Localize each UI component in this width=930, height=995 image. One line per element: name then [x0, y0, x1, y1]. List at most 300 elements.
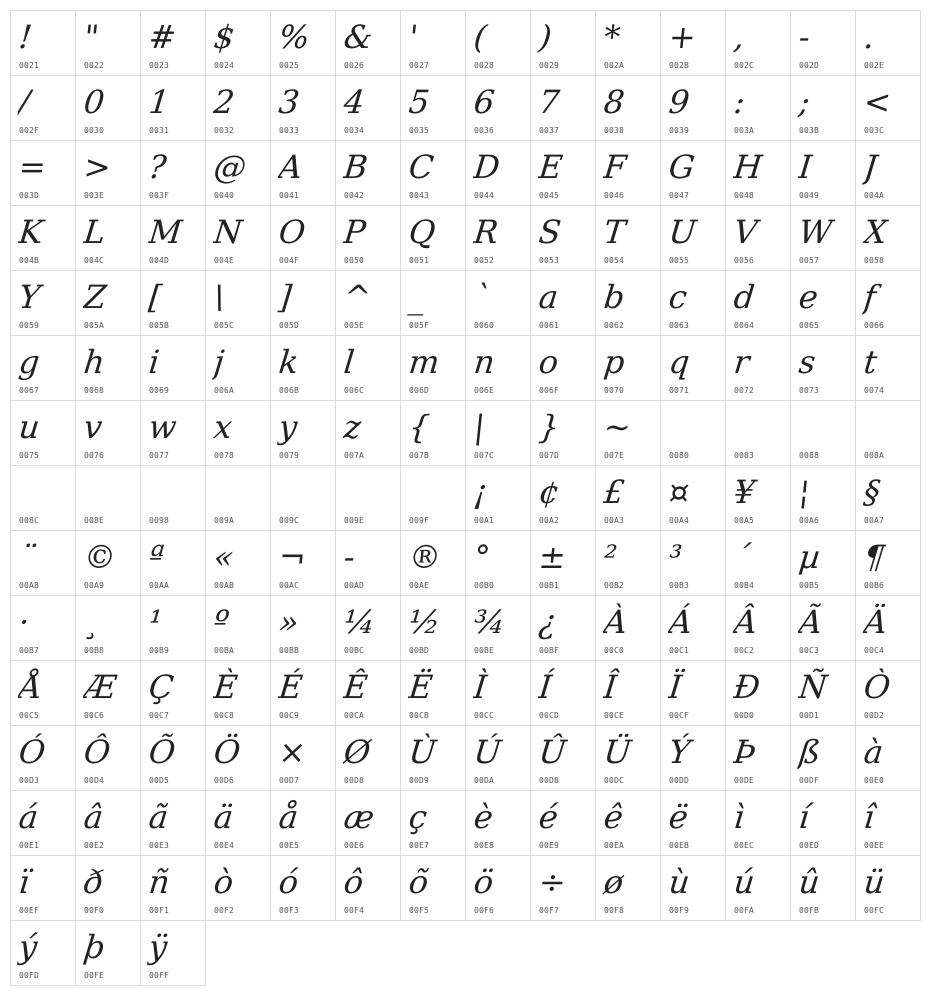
glyph-sample: o: [537, 343, 561, 381]
glyph-code: 0032: [214, 126, 235, 135]
glyph-code: 00C7: [149, 711, 170, 720]
glyph-sample: t: [862, 343, 879, 381]
glyph-cell: [725, 790, 791, 856]
glyph-sample: ø: [602, 863, 626, 901]
glyph-sample: ²: [602, 538, 619, 576]
glyph-code: 00FB: [799, 906, 820, 915]
glyph-code: 00BB: [279, 646, 300, 655]
glyph-code: 0056: [734, 256, 755, 265]
glyph-code: 009F: [409, 516, 430, 525]
glyph-code: 00CD: [539, 711, 560, 720]
glyph-sample: ~: [602, 408, 633, 446]
glyph-cell: [335, 530, 401, 596]
glyph-sample: Â: [732, 603, 760, 641]
glyph-code: 00ED: [799, 841, 820, 850]
glyph-code: 00F0: [84, 906, 105, 915]
glyph-sample: ÿ: [147, 928, 170, 966]
glyph-cell: [465, 10, 531, 76]
glyph-sample: ¦: [797, 473, 812, 511]
glyph-cell: [855, 335, 921, 401]
glyph-cell: [10, 75, 76, 141]
glyph-cell: [400, 530, 466, 596]
glyph-cell: [140, 855, 206, 921]
glyph-sample: c: [667, 278, 689, 316]
glyph-cell: [725, 10, 791, 76]
glyph-sample: »: [277, 603, 301, 641]
glyph-code: 0083: [734, 451, 755, 460]
glyph-sample: 1: [147, 83, 172, 121]
glyph-sample: G: [667, 148, 697, 186]
glyph-cell: [270, 400, 336, 466]
glyph-cell: [660, 75, 726, 141]
glyph-cell: [725, 335, 791, 401]
glyph-sample: ü: [862, 863, 887, 901]
glyph-cell: [270, 270, 336, 336]
glyph-cell: [790, 790, 856, 856]
glyph-grid: [10, 10, 920, 985]
glyph-cell: [595, 465, 661, 531]
glyph-cell: [205, 205, 271, 271]
glyph-sample: x: [212, 408, 235, 446]
glyph-sample: L: [82, 213, 108, 251]
glyph-sample: [342, 470, 401, 514]
glyph-sample: p: [602, 343, 627, 381]
glyph-cell: [10, 10, 76, 76]
glyph-sample: ': [407, 18, 420, 56]
glyph-sample: ¿: [537, 603, 559, 641]
glyph-sample: Z: [82, 278, 109, 316]
glyph-code: 00D4: [84, 776, 105, 785]
glyph-code: 00B0: [474, 581, 495, 590]
glyph-cell: [270, 855, 336, 921]
glyph-cell: [465, 335, 531, 401]
glyph-code: 0076: [84, 451, 105, 460]
glyph-code: 00CC: [474, 711, 495, 720]
glyph-sample: ^: [342, 278, 373, 316]
glyph-code: 002C: [734, 61, 755, 70]
glyph-code: 00DB: [539, 776, 560, 785]
glyph-code: 0079: [279, 451, 300, 460]
glyph-code: 00B4: [734, 581, 755, 590]
glyph-code: 0030: [84, 126, 105, 135]
glyph-sample: [82, 470, 141, 514]
glyph-cell: [790, 140, 856, 206]
glyph-cell: [205, 855, 271, 921]
glyph-code: 00F6: [474, 906, 495, 915]
glyph-cell: [140, 140, 206, 206]
glyph-cell: [790, 270, 856, 336]
glyph-sample: Ø: [342, 733, 373, 771]
glyph-code: 0044: [474, 191, 495, 200]
glyph-sample: Ð: [732, 668, 762, 706]
glyph-code: 0057: [799, 256, 820, 265]
glyph-code: 00A6: [799, 516, 820, 525]
glyph-sample: á: [17, 798, 41, 836]
glyph-sample: Ü: [602, 733, 633, 771]
glyph-cell: [10, 725, 76, 791]
glyph-code: 00D8: [344, 776, 365, 785]
glyph-code: 0047: [669, 191, 690, 200]
glyph-code: 004F: [279, 256, 300, 265]
glyph-cell: [530, 75, 596, 141]
glyph-code: 002F: [19, 126, 40, 135]
glyph-code: 004A: [864, 191, 885, 200]
glyph-sample: u: [17, 408, 42, 446]
glyph-cell: [855, 530, 921, 596]
glyph-code: 0024: [214, 61, 235, 70]
glyph-cell: [660, 595, 726, 661]
glyph-code: 00EB: [669, 841, 690, 850]
glyph-code: 00F8: [604, 906, 625, 915]
glyph-sample: ¥: [732, 473, 757, 511]
glyph-cell: [725, 140, 791, 206]
glyph-sample: 4: [342, 83, 367, 121]
glyph-cell: [465, 75, 531, 141]
glyph-cell: [75, 790, 141, 856]
glyph-code: 0028: [474, 61, 495, 70]
glyph-code: 0072: [734, 386, 755, 395]
glyph-cell: [725, 855, 791, 921]
glyph-code: 00B7: [19, 646, 40, 655]
glyph-sample: v: [82, 408, 105, 446]
glyph-sample: ¸: [82, 603, 102, 641]
glyph-code: 0054: [604, 256, 625, 265]
glyph-code: 0021: [19, 61, 40, 70]
glyph-sample: ©: [82, 538, 118, 576]
glyph-sample: D: [472, 148, 502, 186]
glyph-sample: 0: [82, 83, 107, 121]
glyph-sample: >: [82, 148, 113, 186]
glyph-cell: [660, 790, 726, 856]
glyph-sample: A: [277, 148, 305, 186]
glyph-sample: Ç: [147, 668, 176, 706]
glyph-code: 009E: [344, 516, 365, 525]
glyph-code: 00B9: [149, 646, 170, 655]
glyph-code: 0065: [799, 321, 820, 330]
glyph-sample: ê: [602, 798, 625, 836]
glyph-cell: [270, 10, 336, 76]
glyph-code: 0053: [539, 256, 560, 265]
glyph-code: 0043: [409, 191, 430, 200]
glyph-sample: [147, 470, 206, 514]
glyph-cell: [855, 595, 921, 661]
glyph-cell: [270, 530, 336, 596]
glyph-cell: [335, 140, 401, 206]
glyph-code: 006E: [474, 386, 495, 395]
glyph-code: 009A: [214, 516, 235, 525]
glyph-cell: [335, 725, 401, 791]
glyph-cell: [595, 75, 661, 141]
glyph-cell: [75, 595, 141, 661]
glyph-code: 0041: [279, 191, 300, 200]
glyph-cell: [75, 10, 141, 76]
glyph-sample: Ñ: [797, 668, 829, 706]
glyph-cell: [400, 10, 466, 76]
glyph-sample: 6: [472, 83, 497, 121]
glyph-code: 00A2: [539, 516, 560, 525]
glyph-code: 0068: [84, 386, 105, 395]
glyph-cell: [270, 725, 336, 791]
glyph-sample: [732, 405, 791, 449]
glyph-code: 00EC: [734, 841, 755, 850]
glyph-code: 003B: [799, 126, 820, 135]
glyph-sample: W: [797, 213, 834, 251]
glyph-cell: [790, 400, 856, 466]
glyph-code: 0088: [799, 451, 820, 460]
glyph-code: 0080: [669, 451, 690, 460]
glyph-cell: [10, 335, 76, 401]
glyph-sample: @: [212, 148, 248, 186]
glyph-cell: [75, 920, 141, 986]
glyph-cell: [75, 855, 141, 921]
glyph-code: 002B: [669, 61, 690, 70]
glyph-sample: _: [407, 278, 427, 316]
glyph-sample: f: [862, 278, 878, 316]
glyph-cell: [140, 10, 206, 76]
glyph-sample: º: [212, 603, 232, 641]
glyph-cell: [595, 270, 661, 336]
glyph-code: 005D: [279, 321, 300, 330]
glyph-sample: ä: [212, 798, 236, 836]
glyph-cell: [10, 465, 76, 531]
glyph-sample: ·: [17, 603, 32, 641]
glyph-sample: à: [862, 733, 886, 771]
glyph-cell: [790, 855, 856, 921]
glyph-code: 00C1: [669, 646, 690, 655]
glyph-code: 00A4: [669, 516, 690, 525]
glyph-cell: [140, 595, 206, 661]
glyph-cell: [270, 140, 336, 206]
glyph-sample: ³: [667, 538, 684, 576]
glyph-code: 0036: [474, 126, 495, 135]
glyph-cell: [75, 530, 141, 596]
glyph-code: 00BD: [409, 646, 430, 655]
glyph-cell: [725, 75, 791, 141]
glyph-cell: [855, 10, 921, 76]
glyph-sample: 5: [407, 83, 432, 121]
glyph-code: 0055: [669, 256, 690, 265]
glyph-sample: Î: [602, 668, 619, 706]
glyph-sample: ö: [472, 863, 496, 901]
glyph-code: 00DD: [669, 776, 690, 785]
glyph-sample: Ë: [407, 668, 435, 706]
glyph-sample: ¢: [537, 473, 562, 511]
glyph-code: 0033: [279, 126, 300, 135]
glyph-code: 00E7: [409, 841, 430, 850]
glyph-sample: {: [407, 408, 432, 446]
glyph-cell: [205, 465, 271, 531]
glyph-code: 00D2: [864, 711, 885, 720]
glyph-cell: [725, 660, 791, 726]
glyph-code: 00E9: [539, 841, 560, 850]
glyph-cell: [10, 205, 76, 271]
glyph-code: 00B2: [604, 581, 625, 590]
glyph-code: 005A: [84, 321, 105, 330]
glyph-sample: Ý: [667, 733, 693, 771]
glyph-code: 0022: [84, 61, 105, 70]
glyph-sample: 9: [667, 83, 692, 121]
glyph-sample: ý: [17, 928, 40, 966]
glyph-cell: [140, 790, 206, 856]
glyph-cell: [855, 270, 921, 336]
glyph-code: 00B1: [539, 581, 560, 590]
glyph-sample: ô: [342, 863, 366, 901]
glyph-code: 0078: [214, 451, 235, 460]
glyph-code: 00DE: [734, 776, 755, 785]
glyph-code: 008E: [84, 516, 105, 525]
glyph-cell: [205, 725, 271, 791]
glyph-code: 0098: [149, 516, 170, 525]
glyph-code: 007D: [539, 451, 560, 460]
glyph-code: 0063: [669, 321, 690, 330]
glyph-cell: [75, 335, 141, 401]
glyph-code: 0042: [344, 191, 365, 200]
glyph-code: 0023: [149, 61, 170, 70]
glyph-sample: <: [862, 83, 893, 121]
glyph-sample: [407, 470, 466, 514]
glyph-sample: ¹: [147, 603, 164, 641]
glyph-code: 006D: [409, 386, 430, 395]
glyph-sample: N: [212, 213, 244, 251]
glyph-sample: V: [732, 213, 760, 251]
glyph-sample: «: [212, 538, 236, 576]
glyph-cell: [205, 530, 271, 596]
glyph-cell: [335, 790, 401, 856]
glyph-code: 00E0: [864, 776, 885, 785]
glyph-cell: [725, 725, 791, 791]
glyph-code: 00B6: [864, 581, 885, 590]
glyph-sample: ÷: [537, 863, 568, 901]
glyph-cell: [205, 400, 271, 466]
glyph-sample: î: [862, 798, 877, 836]
glyph-cell: [465, 595, 531, 661]
glyph-sample: U: [667, 213, 698, 251]
glyph-cell: [465, 205, 531, 271]
glyph-cell: [595, 400, 661, 466]
glyph-sample: R: [472, 213, 501, 251]
glyph-sample: X: [862, 213, 889, 251]
glyph-sample: ù: [667, 863, 692, 901]
glyph-code: 00F1: [149, 906, 170, 915]
glyph-code: 005F: [409, 321, 430, 330]
glyph-sample: ;: [797, 83, 812, 121]
glyph-cell: [465, 400, 531, 466]
glyph-cell: [595, 790, 661, 856]
glyph-sample: [277, 470, 336, 514]
glyph-code: 00C6: [84, 711, 105, 720]
glyph-cell: [140, 660, 206, 726]
glyph-cell: [465, 725, 531, 791]
glyph-cell: [140, 270, 206, 336]
glyph-cell: [140, 400, 206, 466]
glyph-sample: Æ: [82, 668, 119, 706]
glyph-cell: [790, 530, 856, 596]
glyph-cell: [400, 335, 466, 401]
glyph-cell: [855, 400, 921, 466]
glyph-cell: [270, 75, 336, 141]
glyph-cell: [10, 530, 76, 596]
glyph-sample: ú: [732, 863, 757, 901]
glyph-sample: 2: [212, 83, 237, 121]
glyph-sample: ð: [82, 863, 106, 901]
glyph-cell: [660, 270, 726, 336]
glyph-code: 00E2: [84, 841, 105, 850]
glyph-cell: [530, 270, 596, 336]
glyph-cell: [10, 855, 76, 921]
glyph-cell: [400, 855, 466, 921]
glyph-cell: [725, 205, 791, 271]
glyph-code: 006B: [279, 386, 300, 395]
glyph-cell: [530, 400, 596, 466]
glyph-code: 006F: [539, 386, 560, 395]
glyph-sample: û: [797, 863, 822, 901]
glyph-code: 003A: [734, 126, 755, 135]
glyph-code: 00FF: [149, 971, 170, 980]
glyph-code: 0029: [539, 61, 560, 70]
glyph-cell: [660, 725, 726, 791]
glyph-code: 00BF: [539, 646, 560, 655]
glyph-sample: }: [537, 408, 562, 446]
glyph-code: 00E3: [149, 841, 170, 850]
glyph-code: 00BC: [344, 646, 365, 655]
glyph-sample: K: [17, 213, 45, 251]
glyph-code: 007E: [604, 451, 625, 460]
glyph-cell: [530, 855, 596, 921]
glyph-cell: [205, 790, 271, 856]
glyph-sample: ×: [277, 733, 308, 771]
glyph-cell: [530, 140, 596, 206]
glyph-code: 00EF: [19, 906, 40, 915]
glyph-cell: [75, 270, 141, 336]
glyph-sample: é: [537, 798, 560, 836]
glyph-sample: [667, 405, 726, 449]
glyph-cell: [725, 270, 791, 336]
glyph-code: 00F7: [539, 906, 560, 915]
glyph-cell: [400, 595, 466, 661]
glyph-sample: \: [212, 278, 227, 316]
glyph-code: 0073: [799, 386, 820, 395]
glyph-code: 007A: [344, 451, 365, 460]
glyph-code: 00FC: [864, 906, 885, 915]
glyph-cell: [660, 140, 726, 206]
glyph-cell: [855, 465, 921, 531]
glyph-code: 00D7: [279, 776, 300, 785]
glyph-code: 00A9: [84, 581, 105, 590]
glyph-sample: ¡: [472, 473, 489, 511]
glyph-sample: n: [472, 343, 497, 381]
glyph-sample: q: [667, 343, 692, 381]
glyph-sample: j: [212, 343, 226, 381]
glyph-sample: s: [797, 343, 818, 381]
glyph-sample: §: [862, 473, 882, 511]
glyph-cell: [75, 205, 141, 271]
glyph-cell: [205, 660, 271, 726]
glyph-code: 00F5: [409, 906, 430, 915]
glyph-sample: Þ: [732, 733, 758, 771]
glyph-code: 0031: [149, 126, 170, 135]
glyph-code: 0070: [604, 386, 625, 395]
glyph-cell: [660, 530, 726, 596]
glyph-cell: [595, 140, 661, 206]
glyph-sample: P: [342, 213, 368, 251]
glyph-sample: w: [147, 408, 179, 446]
glyph-code: 00E5: [279, 841, 300, 850]
glyph-code: 007B: [409, 451, 430, 460]
glyph-sample: E: [537, 148, 565, 186]
glyph-code: 00D0: [734, 711, 755, 720]
glyph-sample: *: [602, 18, 622, 56]
glyph-code: 0045: [539, 191, 560, 200]
